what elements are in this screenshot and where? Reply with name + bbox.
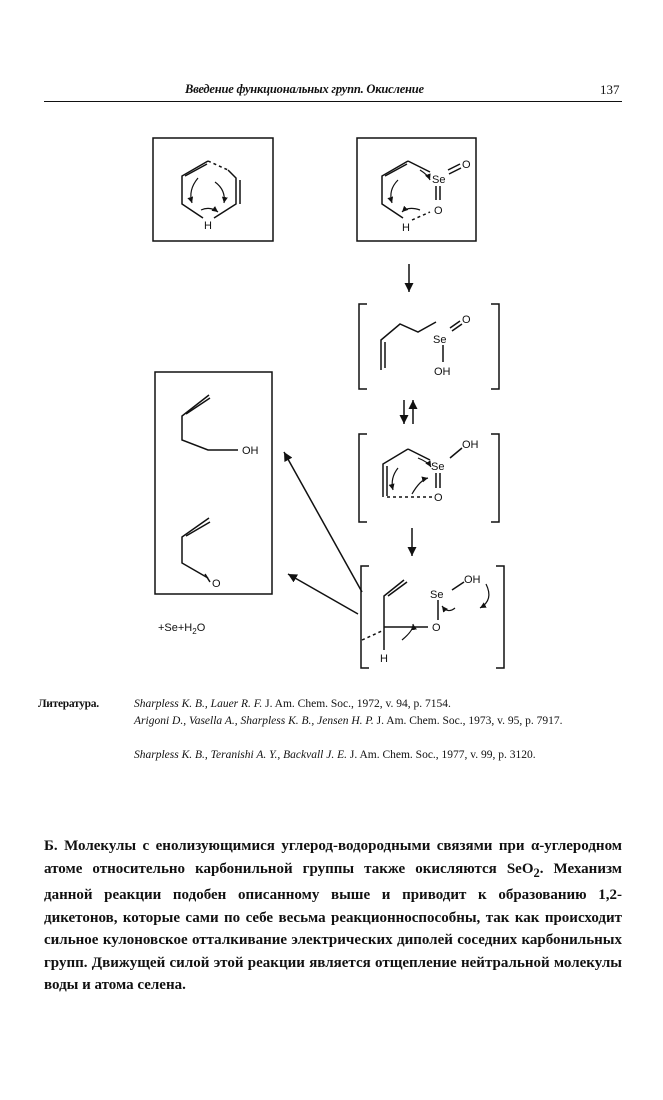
products-box (155, 372, 272, 594)
atom-label-se: Se (433, 334, 447, 346)
allyl-alcohol-product (182, 395, 238, 450)
equilibrium-arrows (404, 400, 413, 424)
running-header-title: Введение функциональных групп. Окисление (185, 82, 424, 96)
ene-transition-state-box (153, 138, 273, 241)
selenium-ene-ring (382, 161, 461, 220)
selenium-ene-transition-state-box (357, 138, 476, 241)
allylseleninic-acid-intermediate (359, 304, 499, 389)
atom-label-oh: OH (464, 574, 481, 586)
acrolein-product (182, 518, 210, 582)
atom-label-se: Se (432, 174, 446, 186)
reference-source: J. Am. Chem. Soc., 1972, v. 94, p. 7154. (265, 698, 451, 710)
reference-authors: Arigoni D., Vasella A., Sharpless K. B., Jensen H. P. (134, 715, 374, 727)
page-number: 137 (600, 82, 620, 97)
atom-label-se: Se (430, 589, 444, 601)
reference-entry (134, 747, 624, 764)
arrow-to-aldehyde-product (288, 574, 358, 614)
atom-label-oh: OH (462, 439, 479, 451)
atom-label-o: O (462, 159, 471, 171)
reference-entry (134, 713, 624, 730)
atom-label-o: O (212, 578, 221, 590)
atom-label-h: H (204, 220, 212, 232)
atom-label-h: H (402, 222, 410, 234)
body-paragraph (44, 835, 622, 997)
atom-label-h: H (380, 653, 388, 665)
paragraph-intro: Б. Молекулы с енолизующимися углерод-водородными связями при α-углеродном атоме относительно карбонильной группы также окисляются SeO (44, 838, 622, 877)
atom-label-o: O (432, 622, 441, 634)
ene-transition-state-ring (182, 161, 240, 218)
atom-label-o: O (462, 314, 471, 326)
atom-label-se: Se (431, 461, 445, 473)
reference-authors: Sharpless K. B., Teranishi A. Y., Backvall J. E. (134, 749, 347, 761)
paragraph-rest: . Механизм данной реакции подобен описанному выше и приводит к образованию 1,2-дикетонов, которые сами по себе весьма реакционноспособны, так как происходит сильное кулоновское отталкивание электрических диполей соседних карбонильных групп. Движущей силой этой реакции является отщепление нейтральной молекулы воды и атома селена. (44, 860, 622, 993)
reference-entry (134, 696, 624, 713)
atom-label-o: O (434, 492, 443, 504)
paragraph-subscript: 2 (533, 865, 540, 880)
atom-label-o: O (434, 205, 443, 217)
arrow-to-alcohol-product (284, 452, 362, 592)
byproducts-label: $+Se+H_2O$ (158, 622, 206, 636)
references-label: Литература. (38, 698, 99, 710)
reference-authors: Sharpless K. B., Lauer R. F. (134, 698, 263, 710)
atom-label-oh: OH (434, 366, 451, 378)
reference-source: J. Am. Chem. Soc., 1977, v. 99, p. 3120. (349, 749, 536, 761)
reference-source: J. Am. Chem. Soc., 1973, v. 95, p. 7917. (376, 715, 563, 727)
atom-label-oh: OH (242, 445, 259, 457)
